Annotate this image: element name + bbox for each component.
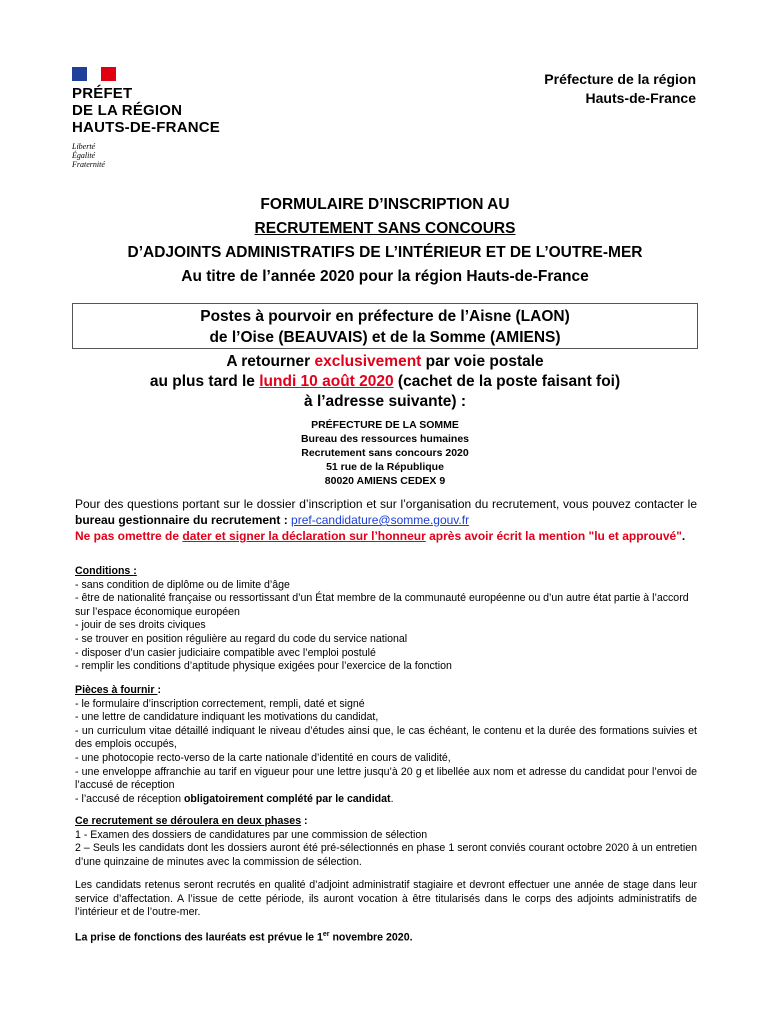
pieces-section [75,684,697,806]
address-line-2: Bureau des ressources humaines [300,433,470,445]
marianne-flag-icon [72,67,116,81]
start-date-text: La prise de fonctions des lauréats est prévue le 1 [75,931,323,944]
title-line-4: Au titre de l’année 2020 pour la région Hauts-de-France [181,268,589,285]
piece-text: - l’accusé de réception [75,792,184,805]
address-line-4: 51 rue de la République [326,461,444,473]
pieces-heading [75,684,697,698]
piece-item: - un curriculum vitae détaillé indiquant le niveau d’études ainsi que, le cas échéant, le contenu et la durée des formations suivies et des emplois occupés, [75,724,697,751]
warning-underlined: dater et signer la déclaration sur l’honneur [182,529,426,543]
piece-item: - une photocopie recto-verso de la carte nationale d’identité en cours de validité, [75,751,451,764]
condition-item: - jouir de ses droits civiques [75,619,206,632]
conditions-heading-text: Conditions [75,565,134,577]
return-line-1 [0,352,770,372]
phases-section [75,815,697,869]
title-line-3: D’ADJOINTS ADMINISTRATIFS DE L’INTÉRIEUR ET DE L’OUTRE-MER [127,244,643,261]
address-line-5: 80020 AMIENS CEDEX 9 [324,475,446,487]
start-date-statement [75,928,697,945]
title-line-1: FORMULAIRE D’INSCRIPTION AU [260,196,510,213]
condition-item: - sans condition de diplôme ou de limite d’âge [75,578,290,591]
stage-paragraph: Les candidats retenus seront recrutés en qualité d’adjoint administratif stagiaire et devront effectuer une année de stage dans leur service d’affectation. A l’issue de cette période, ils auront vocation à être titularisés dans le corps des adjoints administratifs de l’intérieur et de l’outre-mer. [75,879,697,919]
condition-item: - être de nationalité française ou ressortissant d’un État membre de la communauté européenne ou d’un autre état partie à l’accord sur l’espace économique européen [75,592,689,618]
warning-period: . [681,529,686,543]
piece-bold: obligatoirement complété par le candidat [183,792,391,805]
deadline-date: lundi 10 août 2020 [259,373,394,390]
address-line-1: PRÉFECTURE DE LA SOMME [311,419,459,431]
postes-box [72,303,698,349]
conditions-heading [75,565,697,579]
address-line-3: Recrutement sans concours 2020 [301,447,469,459]
postes-line-1: Postes à pourvoir en préfecture de l’Aisne (LAON) [200,308,570,325]
start-date-text: novembre 2020. [329,931,413,944]
contact-email-link[interactable]: pref-candidature@somme.gouv.fr [291,513,470,527]
piece-item-last [75,793,697,807]
condition-item: - se trouver en position régulière au regard du code du service national [75,632,408,645]
issuer-line-2: Hauts-de-France [585,90,696,106]
return-line-3: à l’adresse suivante) : [304,393,466,410]
contact-text: Pour des questions portant sur le dossier d’inscription et sur l’organisation du recrutement, vous pouvez contacter le [75,497,697,511]
logo-line-3: HAUTS-DE-FRANCE [72,119,220,136]
title-line-2: RECRUTEMENT SANS CONCOURS [254,220,516,237]
return-line-2 [0,372,770,392]
pieces-heading-text: Pièces à fournir [75,684,158,696]
logo-line-2: DE LA RÉGION [72,102,183,119]
logo-motto [72,142,242,169]
logo-line-1: PRÉFET [72,85,133,102]
phase-item: 2 – Seuls les candidats dont les dossiers auront été pré-sélectionnés en phase 1 seront conviés courant octobre 2020 à un entretien d’une quinzaine de minutes avec la commission de sélection. [75,842,697,868]
postes-line-2: de l’Oise (BEAUVAIS) et de la Somme (AMIENS) [209,329,561,346]
contact-paragraph [75,496,697,544]
return-text: par voie postale [421,353,544,370]
form-title [0,193,770,289]
piece-item: - le formulaire d’inscription correctement, rempli, daté et signé [75,697,365,710]
warning-text: Ne pas omettre de [75,529,183,543]
pieces-heading-colon: : [157,684,161,696]
logo-title [72,85,242,136]
phases-heading [75,815,697,829]
piece-end: . [390,792,394,805]
conditions-heading-colon: : [133,565,137,577]
issuer-header [544,70,696,108]
condition-item: - remplir les conditions d’aptitude physique exigées pour l’exercice de la fonction [75,660,452,673]
signature-warning [75,529,682,543]
prefet-logo [72,67,242,169]
conditions-section [75,565,697,674]
piece-item: - une lettre de candidature indiquant les motivations du candidat, [75,711,379,724]
motto-liberte: Liberté [72,142,96,151]
phases-heading-text: Ce recrutement se déroulera en deux phases [75,815,302,827]
motto-egalite: Égalité [72,151,96,160]
motto-fraternite: Fraternité [72,160,105,169]
phases-heading-colon: : [301,815,308,827]
contact-bureau: bureau gestionnaire du recrutement : [75,513,292,527]
return-text: A retourner [226,353,315,370]
postal-address [0,418,770,488]
return-instructions [0,352,770,412]
warning-text: après avoir écrit la mention "lu et approuvé" [425,529,682,543]
start-date-sup: er [322,931,330,938]
issuer-line-1: Préfecture de la région [544,71,696,87]
exclusivement-emphasis: exclusivement [314,353,422,370]
return-text: (cachet de la poste faisant foi) [393,373,621,390]
phase-item: 1 - Examen des dossiers de candidatures par une commission de sélection [75,828,428,841]
return-text: au plus tard le [149,373,260,390]
piece-item: - une enveloppe affranchie au tarif en vigueur pour une lettre jusqu’à 20 g et libellée aux nom et adresse du candidat pour l’envoi de l’accusé de réception [75,765,697,792]
condition-item: - disposer d’un casier judiciaire compatible avec l’emploi postulé [75,646,376,659]
